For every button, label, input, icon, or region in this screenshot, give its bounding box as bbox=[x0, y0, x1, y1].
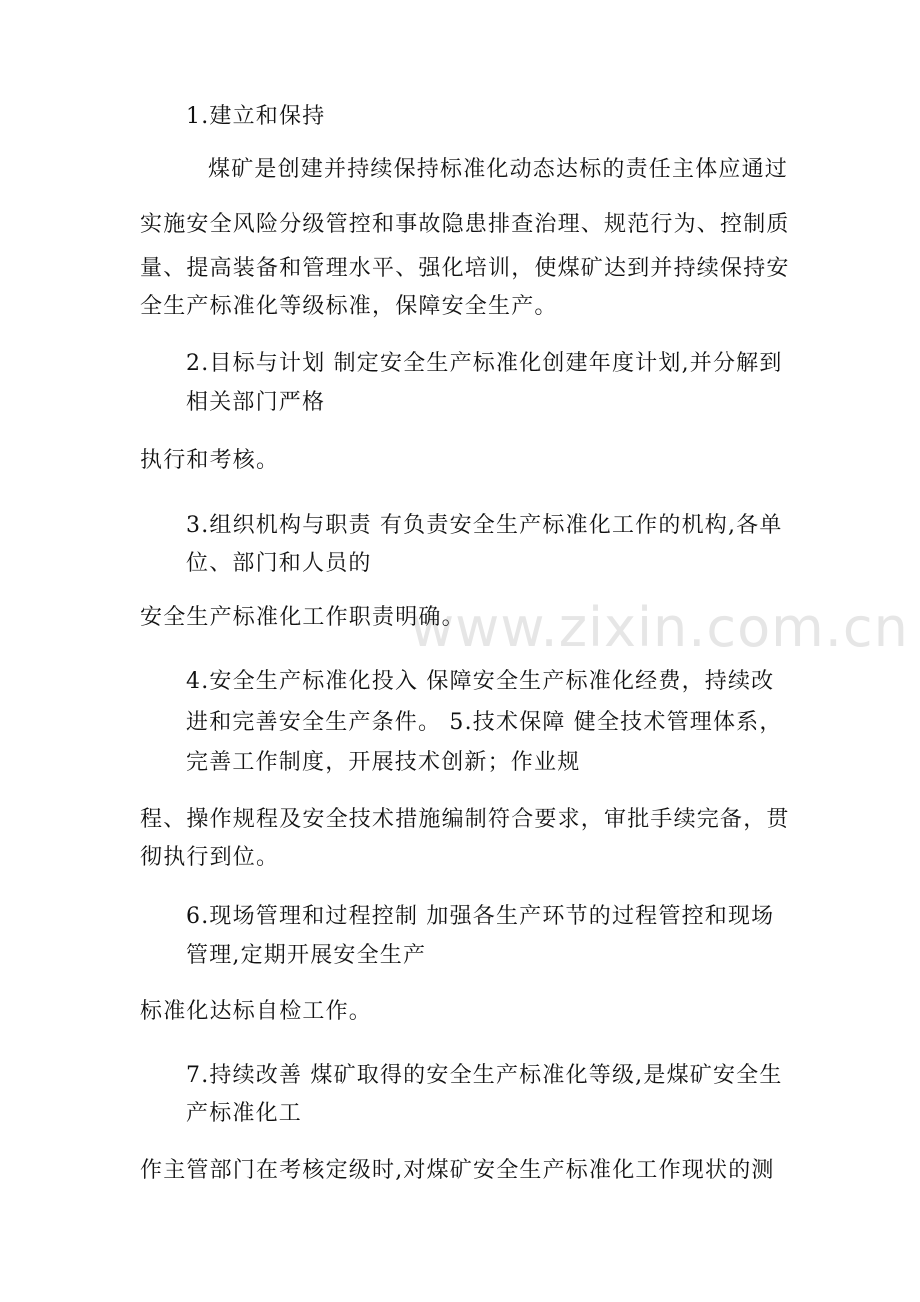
watermark: www.zixin.com.cn bbox=[410, 596, 909, 659]
paragraph-line: 全生产标准化等级标准，保障安全生产。 bbox=[140, 294, 558, 319]
paragraph-line: 进和完善安全生产条件。 5.技术保障 健全技术管理体系， bbox=[186, 710, 783, 735]
section-6-heading: 6.现场管理和过程控制 加强各生产环节的过程管控和现场 bbox=[186, 904, 775, 929]
section-2-heading: 2.目标与计划 制定安全生产标准化创建年度计划,并分解到 bbox=[186, 351, 783, 376]
paragraph-line: 标准化达标自检工作。 bbox=[140, 999, 373, 1024]
paragraph-line: 管理,定期开展安全生产 bbox=[186, 943, 427, 968]
paragraph-line: 执行和考核。 bbox=[140, 448, 280, 473]
paragraph-line: 产标准化工 bbox=[186, 1101, 303, 1126]
section-3-heading: 3.组织机构与职责 有负责安全生产标准化工作的机构,各单 bbox=[186, 513, 783, 538]
paragraph-line: 煤矿是创建并持续保持标准化动态达标的责任主体应通过 bbox=[208, 157, 789, 182]
section-1-heading: 1.建立和保持 bbox=[186, 104, 326, 129]
paragraph-line: 实施安全风险分级管控和事故隐患排查治理、规范行为、控制质 bbox=[140, 212, 790, 237]
paragraph-line: 相关部门严格 bbox=[186, 390, 326, 415]
paragraph-line: 程、操作规程及安全技术措施编制符合要求，审批手续完备，贯 bbox=[140, 807, 790, 832]
paragraph-line: 量、提高装备和管理水平、强化培训，使煤矿达到并持续保持安 bbox=[140, 256, 790, 281]
paragraph-line: 完善工作制度，开展技术创新；作业规 bbox=[186, 750, 581, 775]
paragraph-line: 位、部门和人员的 bbox=[186, 551, 372, 576]
paragraph-line: 彻执行到位。 bbox=[140, 845, 280, 870]
section-7-heading: 7.持续改善 煤矿取得的安全生产标准化等级,是煤矿安全生 bbox=[186, 1063, 783, 1088]
paragraph-line: 作主管部门在考核定级时,对煤矿安全生产标准化工作现状的测 bbox=[140, 1158, 775, 1183]
paragraph-line: 安全生产标准化工作职责明确。 bbox=[140, 605, 465, 630]
section-4-heading: 4.安全生产标准化投入 保障安全生产标准化经费，持续改 bbox=[186, 669, 775, 694]
